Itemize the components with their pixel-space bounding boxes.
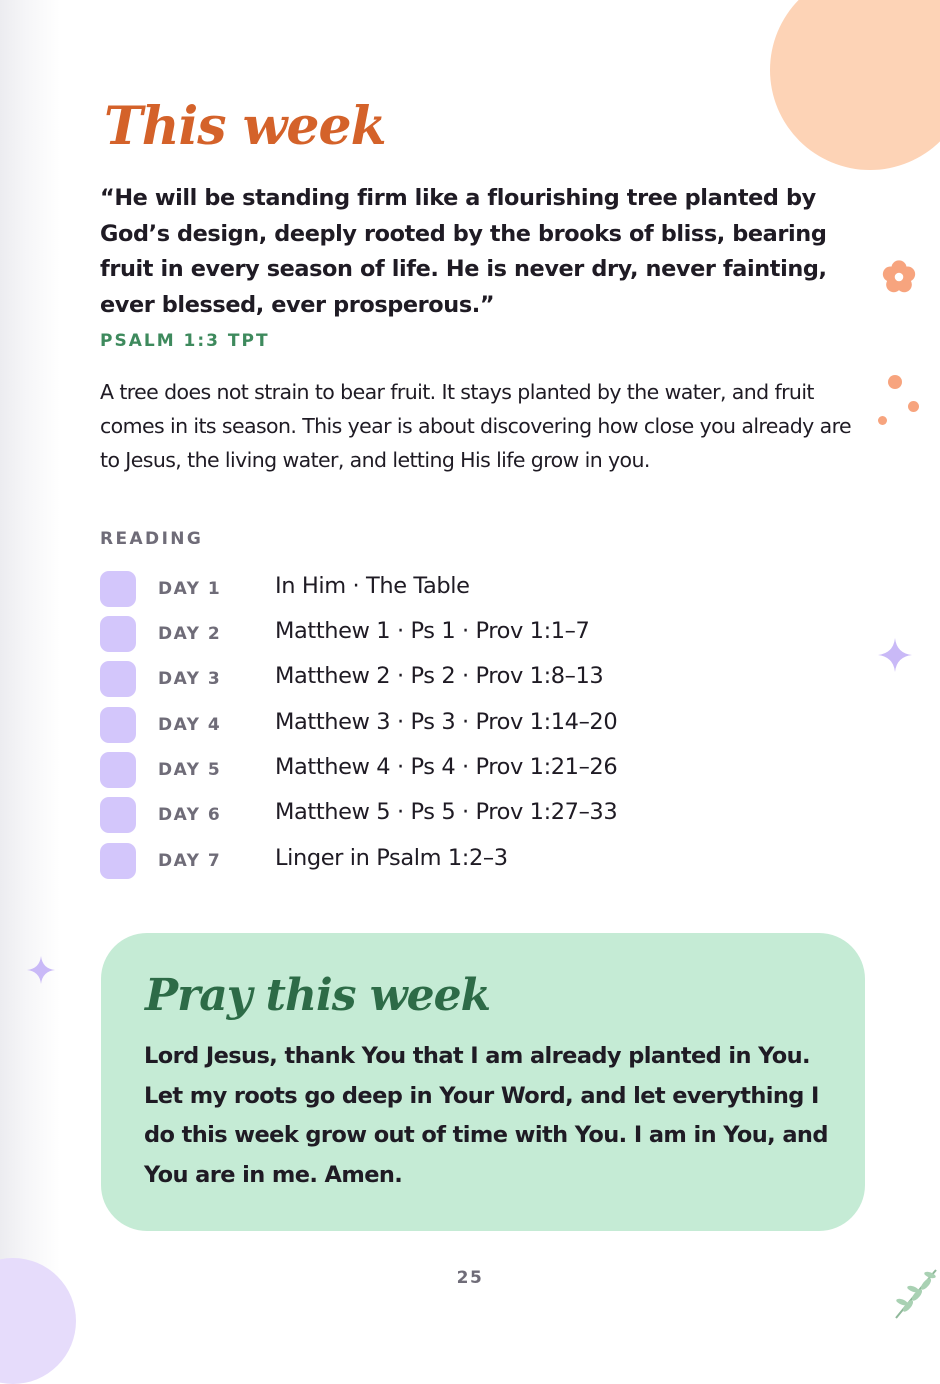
day-passage: In Him · The Table [275,573,470,599]
day-label: DAY 6 [158,805,222,825]
prayer-card [101,933,865,1231]
day-5-checkbox[interactable] [100,752,136,788]
day-passage: Matthew 4 · Ps 4 · Prov 1:21–26 [275,754,618,780]
dot-decoration [888,375,902,389]
reading-day-row [100,843,700,879]
day-passage: Matthew 5 · Ps 5 · Prov 1:27–33 [275,799,618,825]
day-label: DAY 5 [158,760,222,780]
reading-day-row [100,571,700,607]
page-title: This week [104,96,386,157]
page-number: 25 [456,1268,484,1288]
peach-circle-decoration [770,0,940,170]
scripture-quote: “He will be standing firm like a flourishing tree planted by God’s design, deeply rooted by the brooks of bliss, bearing fruit in every season of life. He is never dry, never fainting, ever blessed, ever prosperous.” [100,185,827,318]
reading-day-row [100,616,700,652]
day-passage: Matthew 3 · Ps 3 · Prov 1:14–20 [275,709,618,735]
reading-day-row [100,661,700,697]
prayer-text: Lord Jesus, thank You that I am already planted in You. Let my roots go deep in Your Word, and let everything I do this week grow out of time with You. I am in You, and You are in me. Amen. [144,1043,828,1188]
reading-day-row [100,707,700,743]
dot-decoration [878,416,887,425]
sparkle-icon [878,638,912,672]
day-4-checkbox[interactable] [100,707,136,743]
day-passage: Matthew 1 · Ps 1 · Prov 1:1–7 [275,618,590,644]
reflection-text: A tree does not strain to bear fruit. It stays planted by the water, and fruit comes in its season. This year is about discovering how close you already are to Jesus, the living water, and letting His life grow in you. [100,380,851,472]
day-1-checkbox[interactable] [100,571,136,607]
day-2-checkbox[interactable] [100,616,136,652]
day-label: DAY 7 [158,851,222,871]
day-label: DAY 4 [158,715,222,735]
day-passage: Matthew 2 · Ps 2 · Prov 1:8–13 [275,663,604,689]
day-label: DAY 2 [158,624,222,644]
dot-decoration [908,401,919,412]
reading-day-row [100,797,700,833]
reading-day-row [100,752,700,788]
day-label: DAY 3 [158,669,222,689]
flower-icon [880,258,918,296]
day-3-checkbox[interactable] [100,661,136,697]
prayer-title: Pray this week [145,970,491,1021]
day-passage: Linger in Psalm 1:2–3 [275,845,508,871]
day-label: DAY 1 [158,579,222,599]
sparkle-icon [27,956,55,984]
page-edge-shadow [0,0,60,1336]
day-7-checkbox[interactable] [100,843,136,879]
scripture-reference: PSALM 1:3 TPT [100,331,270,351]
day-6-checkbox[interactable] [100,797,136,833]
reading-label: READING [100,529,204,549]
